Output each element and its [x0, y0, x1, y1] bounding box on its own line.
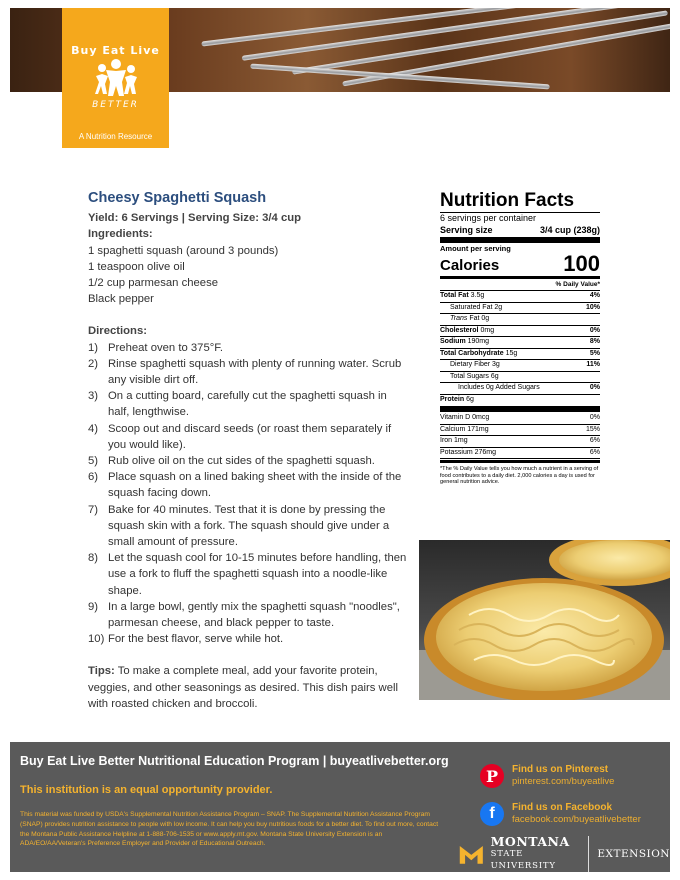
logo-words: Buy Eat Live	[71, 44, 160, 57]
nutrient-row-cholesterol: Cholesterol 0mg 0%	[440, 326, 600, 338]
ingredients-label: Ingredients:	[88, 228, 153, 241]
nutrient-row-vitamin-d: Vitamin D 0mcg 0%	[440, 413, 600, 425]
divider	[440, 276, 600, 279]
spacer	[88, 307, 410, 323]
ingredient-item: Black pepper	[88, 293, 154, 306]
nutrition-footnote: *The % Daily Value tells you how much a nutrient in a serving of food contributes to a daily diet. 2,000 calories a day is used for general nutrition advice.	[440, 466, 599, 486]
direction-step: 8) Let the squash cool for 10-15 minutes before handling, then use a fork to fluff the spaghetti squash into a noodle-like shape.	[88, 552, 407, 597]
nutrient-row-dietary-fiber: Dietary Fiber 3g 11%	[440, 360, 600, 372]
squash-halves-image	[419, 540, 670, 700]
nutrient-row-total-fat: Total Fat 3.5g 4%	[440, 291, 600, 303]
divider	[440, 460, 600, 463]
buy-eat-live-better-logo	[62, 8, 169, 148]
directions-label: Directions:	[88, 325, 148, 338]
footer	[10, 742, 670, 872]
calories-row: Calories 100	[440, 251, 600, 276]
recipe-tips	[88, 663, 410, 712]
nutrient-row-total-carbohydrate: Total Carbohydrate 15g 5%	[440, 349, 600, 361]
pinterest-icon: P	[480, 764, 504, 788]
spacer	[88, 647, 410, 663]
direction-step: 10) For the best flavor, serve while hot.	[88, 633, 284, 646]
fork-tine	[250, 64, 550, 90]
serving-size-row: Serving size 3/4 cup (238g)	[440, 225, 600, 235]
direction-step: 3) On a cutting board, carefully cut the spaghetti squash in half, lengthwise.	[88, 390, 387, 419]
logo-better: BETTER	[92, 100, 139, 110]
directions-list	[88, 340, 410, 648]
direction-step: 5) Rub olive oil on the cut sides of the spaghetti squash.	[88, 455, 375, 468]
servings-per-container: 6 servings per container	[440, 213, 537, 223]
ingredient-item: 1/2 cup parmesan cheese	[88, 277, 218, 290]
equal-opportunity-statement: This institution is an equal opportunity provider.	[20, 784, 273, 796]
nutrient-row-calcium: Calcium 171mg 15%	[440, 425, 600, 437]
direction-step: 6) Place squash on a lined baking sheet with the inside of the squash facing down.	[88, 471, 402, 500]
funding-statement: This material was funded by USDA's Supplemental Nutrition Assistance Program – SNAP. The Supplemental Nutrition Assistance Program (SNAP) provides nutrition assistance to people with low income. It can help you buy nutritious foods for a better diet. To find out more, contact the Montana Public Assistance Helpline at 1-888-706-1535 or www.apply.mt.gov. Montana State University Extension is an ADA/EO/AA/Veteran's Preference Employer and Provider of Educational Outreach.	[20, 811, 439, 848]
tips-label: Tips:	[88, 665, 115, 678]
msu-m-icon	[458, 841, 485, 867]
divider	[440, 406, 600, 412]
facebook-link[interactable]: f Find us on Facebook facebook.com/buyeatlivebetter	[480, 802, 641, 826]
nutrition-facts-label	[440, 190, 600, 486]
nutrient-row-sodium: Sodium 190mg 8%	[440, 337, 600, 349]
nutrient-row-protein: Protein 6g	[440, 395, 474, 403]
pinterest-link[interactable]: P Find us on Pinterest pinterest.com/buyeatlive	[480, 764, 614, 788]
direction-step: 4) Scoop out and discard seeds (or roast them separately if you would like).	[88, 422, 392, 451]
recipe-section	[88, 190, 410, 712]
recipe-title: Cheesy Spaghetti Squash	[88, 190, 267, 206]
amount-per-serving: Amount per serving	[440, 244, 511, 253]
nutrient-row-total-sugars: Total Sugars 6g	[440, 372, 600, 384]
direction-step: 2) Rinse spaghetti squash with plenty of running water. Scrub any visible dirt off.	[88, 357, 402, 387]
nutrient-row-potassium: Potassium 276mg 6%	[440, 448, 600, 460]
daily-value-header: % Daily Value*	[440, 280, 600, 291]
recipe-yield: Yield: 6 Servings | Serving Size: 3/4 cup	[88, 212, 302, 225]
nutrient-row-saturated-fat: Saturated Fat 2g 10%	[440, 303, 600, 315]
direction-step: 9) In a large bowl, gently mix the spaghetti squash "noodles", parmesan cheese, and black pepper to taste.	[88, 600, 400, 630]
logo-subtitle: A Nutrition Resource	[78, 132, 153, 141]
ingredients-list	[88, 243, 410, 308]
nutrient-row-added-sugars: Includes 0g Added Sugars 0%	[440, 383, 600, 395]
direction-step: 7) Bake for 40 minutes. Test that it is done by pressing the squash skin with a fork. The squash should give under a small amount of pressure.	[88, 503, 390, 549]
nutrient-row-iron: Iron 1mg 6%	[440, 436, 600, 448]
program-title: Buy Eat Live Better Nutritional Education Program | buyeatlivebetter.org	[20, 754, 449, 768]
ingredient-item: 1 spaghetti squash (around 3 pounds)	[88, 244, 279, 257]
msu-extension-logo: MONTANA STATE UNIVERSITY EXTENSION	[458, 836, 670, 872]
people-figures-icon	[92, 58, 140, 98]
ingredient-item: 1 teaspoon olive oil	[88, 260, 185, 273]
divider	[440, 237, 600, 243]
nutrition-facts-title: Nutrition Facts	[440, 190, 600, 213]
facebook-icon: f	[480, 802, 504, 826]
tips-text: To make a complete meal, add your favorite protein, veggies, and other seasonings as desired. This dish pairs well with roasted chicken and broccoli.	[88, 665, 399, 710]
direction-step: 1) Preheat oven to 375°F.	[88, 341, 224, 354]
nutrient-row-trans-fat: Trans Fat 0g	[440, 314, 600, 326]
spaghetti-squash-photo	[419, 540, 670, 700]
